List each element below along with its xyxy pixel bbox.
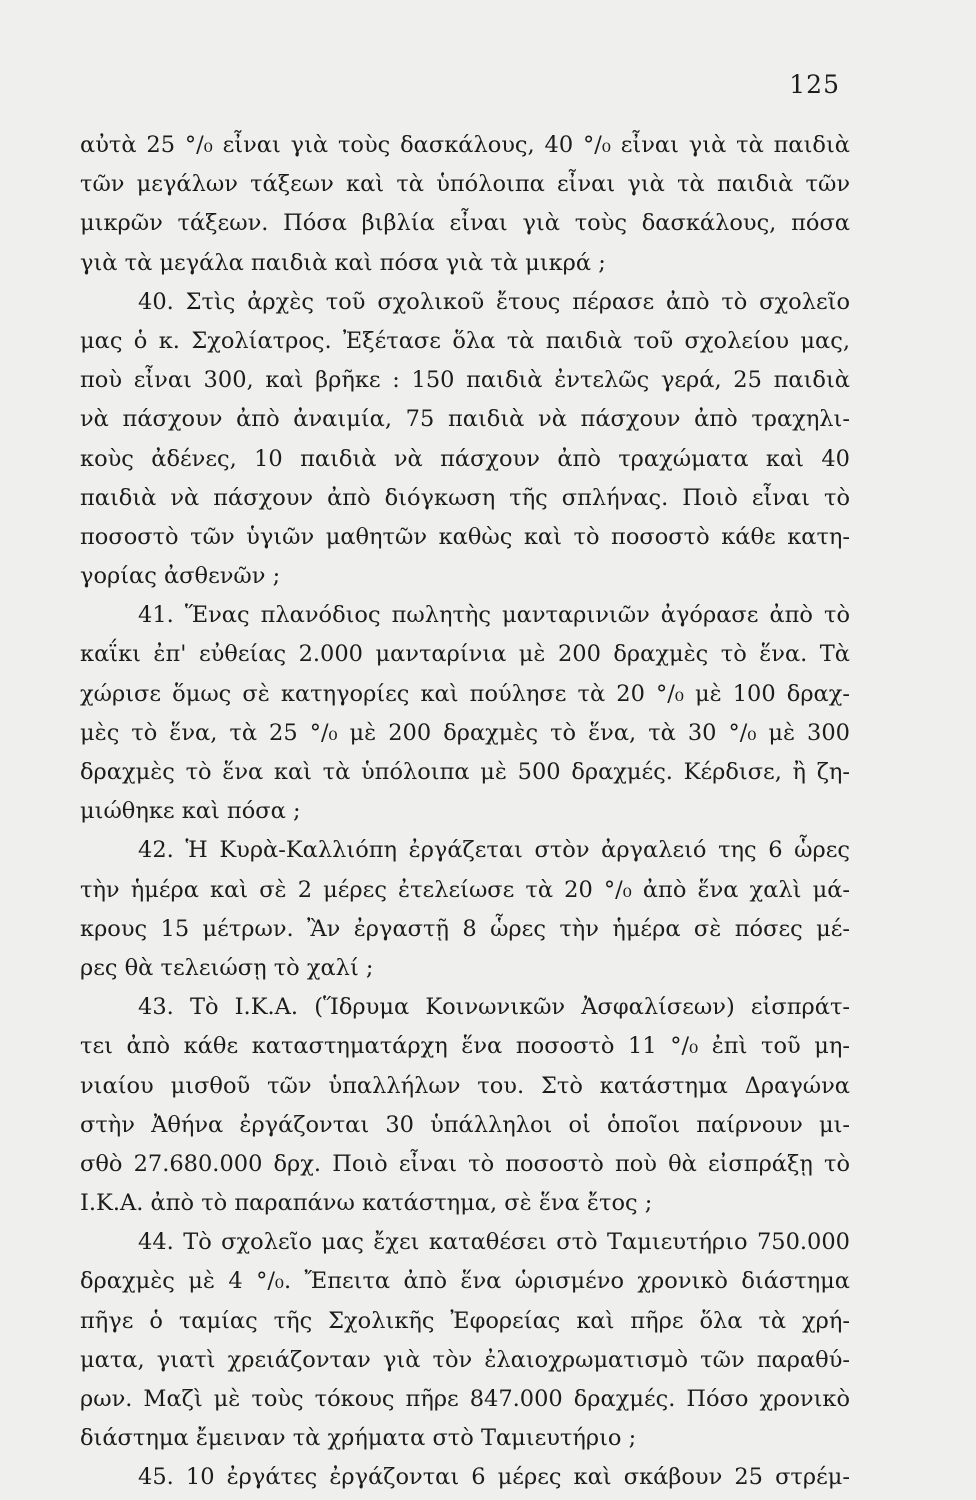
text-block — [80, 126, 850, 1498]
text-line: δραχμὲς μὲ 4 °/₀. Ἔπειτα ἀπὸ ἕνα ὡρισμένο χρονικὸ διάστημα — [80, 1268, 850, 1295]
text-line: γιὰ τὰ μεγάλα παιδιὰ καὶ πόσα γιὰ τὰ μικρά ; — [80, 249, 606, 276]
text-line: νὰ πάσχουν ἀπὸ ἀναιμία, 75 παιδιὰ νὰ πάσχουν ἀπὸ τραχηλι- — [80, 406, 850, 433]
text-line: ποὺ εἶναι 300, καὶ βρῆκε : 150 παιδιὰ ἐντελῶς γερά, 25 παιδιὰ — [80, 367, 850, 394]
text-line: ρες θὰ τελειώσῃ τὸ χαλί ; — [80, 954, 374, 981]
text-line: Ι.Κ.Α. ἀπὸ τὸ παραπάνω κατάστημα, σὲ ἕνα ἔτος ; — [80, 1190, 653, 1217]
text-line: παιδιὰ νὰ πάσχουν ἀπὸ διόγκωση τῆς σπλήνας. Ποιὸ εἶναι τὸ — [80, 484, 850, 511]
text-line: 42. Ἡ Κυρὰ-Καλλιόπη ἐργάζεται στὸν ἀργαλειό της 6 ὧρες — [138, 837, 850, 864]
text-line: μας ὁ κ. Σχολίατρος. Ἐξέτασε ὅλα τὰ παιδιὰ τοῦ σχολείου μας, — [80, 327, 850, 354]
text-line: μὲς τὸ ἕνα, τὰ 25 °/₀ μὲ 200 δραχμὲς τὸ ἕνα, τὰ 30 °/₀ μὲ 300 — [80, 719, 850, 746]
text-line: μικρῶν τάξεων. Πόσα βιβλία εἶναι γιὰ τοὺς δασκάλους, πόσα — [80, 210, 850, 237]
text-line: κοὺς ἀδένες, 10 παιδιὰ νὰ πάσχουν ἀπὸ τραχώματα καὶ 40 — [80, 445, 850, 472]
text-line: τῶν μεγάλων τάξεων καὶ τὰ ὑπόλοιπα εἶναι γιὰ τὰ παιδιὰ τῶν — [80, 171, 850, 198]
text-line: δραχμὲς τὸ ἕνα καὶ τὰ ὑπόλοιπα μὲ 500 δραχμές. Κέρδισε, ἢ ζη- — [80, 759, 850, 785]
text-line: ρων. Μαζὶ μὲ τοὺς τόκους πῆρε 847.000 δραχμές. Πόσο χρονικὸ — [80, 1386, 850, 1412]
text-line: 40. Στὶς ἀρχὲς τοῦ σχολικοῦ ἔτους πέρασε ἀπὸ τὸ σχολεῖο — [138, 288, 850, 315]
text-line: 41. Ἕνας πλανόδιος πωλητὴς μανταρινιῶν ἀγόρασε ἀπὸ τὸ — [138, 602, 850, 629]
text-line: μιώθηκε καὶ πόσα ; — [80, 798, 301, 825]
page-number: 125 — [789, 70, 840, 99]
text-line: 45. 10 ἐργάτες ἐργάζονται 6 μέρες καὶ σκάβουν 25 στρέμ- — [138, 1464, 850, 1491]
text-line: καΐκι ἐπ' εὐθείας 2.000 μανταρίνια μὲ 200 δραχμὲς τὸ ἕνα. Τὰ — [80, 641, 850, 668]
text-line: τὴν ἡμέρα καὶ σὲ 2 μέρες ἐτελείωσε τὰ 20 °/₀ ἀπὸ ἕνα χαλὶ μά- — [80, 876, 850, 903]
text-line: τει ἀπὸ κάθε καταστηματάρχη ἕνα ποσοστὸ 11 °/₀ ἐπὶ τοῦ μη- — [80, 1033, 850, 1060]
text-line: ποσοστὸ τῶν ὑγιῶν μαθητῶν καθὼς καὶ τὸ ποσοστὸ κάθε κατη- — [80, 523, 850, 550]
text-line: ματα, γιατὶ χρειάζονταν γιὰ τὸν ἐλαιοχρωματισμὸ τῶν παραθύ- — [80, 1346, 850, 1373]
text-line: 44. Τὸ σχολεῖο μας ἔχει καταθέσει στὸ Ταμιευτήριο 750.000 — [138, 1229, 850, 1256]
text-line: στὴν Ἀθήνα ἐργάζονται 30 ὑπάλληλοι οἱ ὁποῖοι παίρνουν μι- — [80, 1111, 850, 1138]
text-line: νιαίου μισθοῦ τῶν ὑπαλλήλων του. Στὸ κατάστημα Δραγώνα — [80, 1072, 850, 1099]
text-line: χώρισε ὅμως σὲ κατηγορίες καὶ πούλησε τὰ 20 °/₀ μὲ 100 δραχ- — [80, 680, 850, 707]
text-line: διάστημα ἔμειναν τὰ χρήματα στὸ Ταμιευτήριο ; — [80, 1425, 637, 1452]
text-line: πῆγε ὁ ταμίας τῆς Σχολικῆς Ἐφορείας καὶ πῆρε ὅλα τὰ χρή- — [80, 1307, 850, 1334]
text-line: σθὸ 27.680.000 δρχ. Ποιὸ εἶναι τὸ ποσοστὸ ποὺ θὰ εἰσπράξῃ τὸ — [80, 1150, 850, 1177]
text-line: κρους 15 μέτρων. Ἂν ἐργαστῇ 8 ὧρες τὴν ἡμέρα σὲ πόσες μέ- — [80, 915, 850, 942]
text-line: γορίας ἀσθενῶν ; — [80, 563, 281, 590]
text-line: 43. Τὸ Ι.Κ.Α. (Ἵδρυμα Κοινωνικῶν Ἀσφαλίσεων) εἰσπράτ- — [138, 994, 850, 1021]
text-line: αὐτὰ 25 °/₀ εἶναι γιὰ τοὺς δασκάλους, 40 °/₀ εἶναι γιὰ τὰ παιδιὰ — [80, 132, 850, 158]
